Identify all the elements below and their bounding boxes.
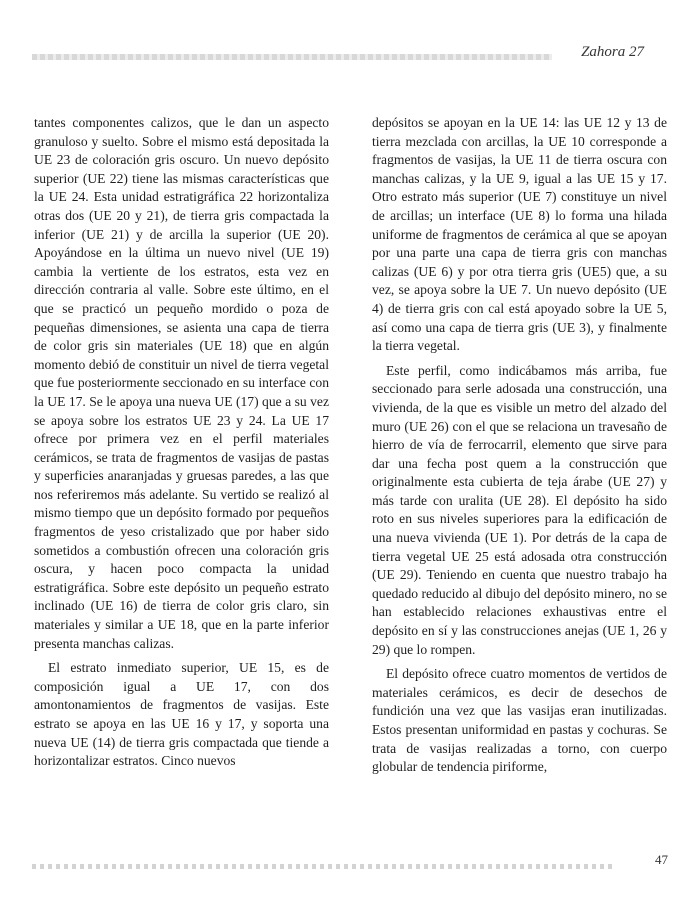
paragraph: Este perfil, como indicábamos más arriba, fue seccionado para serle adosada una construcción, una vivienda, de la que es visible un metro del alzado del muro (UE 26) con el que se relaciona un travesaño de hierro de vía de ferrocarril, elemento que sirve para dar una fecha post quem a la construcción que originalmente esta cubierta de teja árabe (UE 27) y más tarde con uralita (UE 28). El depósito ha sido roto en sus niveles superiores para la edificación de una nueva vivienda (UE 1). Por detrás de la capa de tierra vegetal UE 25 está adosada otra construcción (UE 29). Teniendo en cuenta que nuestro trabajo ha quedado reducido al dibujo del depósito minero, no se han establecido relaciones exhaustivas entre el depósito en sí y las construcciones anejas (UE 1, 26 y 29) que lo rompen. xyxy=(372,362,667,657)
paragraph: El depósito ofrece cuatro momentos de vertidos de materiales cerámicos, es decir de desechos de fundición una vez que las vasijas eran inutilizadas. Estos presentan uniformidad en pastas y cochuras. Se trata de vasijas realizadas a torno, con cuerpo globular de tendencia piriforme, xyxy=(372,666,667,775)
running-header: Zahora 27 xyxy=(581,44,644,60)
header-rule xyxy=(32,54,552,60)
paragraph: El estrato inmediato superior, UE 15, es de composición igual a UE 17, con dos amontonamientos de fragmentos de vasijas. Este estrato se apoya en las UE 16 y 17, y soporta una nueva UE (14) de tierra gris compactada que tiende a horizontalizar estratos. Cinco nuevos xyxy=(34,660,329,769)
left-text-column xyxy=(34,114,329,771)
page-number: 47 xyxy=(655,852,668,867)
paragraph: tantes componentes calizos, que le dan un aspecto granuloso y suelto. Sobre el mismo está depositada la UE 23 de coloración gris oscuro. Un nuevo depósito superior (UE 22) tiene las mismas características que la UE 24. Esta unidad estratigráfica 22 horizontaliza otras dos (UE 20 y 21), de tierra gris compactada la inferior (UE 21) y de arcilla la superior (UE 20). Apoyándose en la última un nuevo nivel (UE 19) cambia la vertiente de los estratos, esta vez en dirección contraria al valle. Sobre este último, en el que se practicó un pequeño mordido o poza de pequeñas dimensiones, se asienta una capa de tierra de color gris sin materiales (UE 18) que en algún momento debió de constituir un nivel de tierra vegetal que fue posteriormente seccionado en su interface con la UE 17. Se le apoya una nueva UE (17) que a su vez se apoya sobre los estratos UE 23 y 24. La UE 17 ofrece por primera vez en el perfil materiales cerámicos, se trata de fragmentos de vasijas de pastas y superficies anaranjadas y gruesas paredes, a las que nos referiremos más adelante. Su vertido se realizó al mismo tiempo que un depósito formado por pequeños fragmentos de yeso cristalizado que por haber sido sometidos a combustión ofrecen una coloración gris oscura, y hacen poco compacta la unidad estratigráfica. Sobre este depósito un pequeño estrato inclinado (UE 16) de tierra de color gris claro, sin materiales y similar a UE 18, que en la parte inferior presenta manchas calizas. xyxy=(34,115,329,651)
footer-rule xyxy=(32,864,612,869)
paragraph: depósitos se apoyan en la UE 14: las UE 12 y 13 de tierra mezclada con arcillas, la UE 10 corresponde a fragmentos de vasijas, la UE 11 de tierra oscura con manchas calizas, y la UE 9, igual a las UE 15 y 17. Otro estrato más superior (UE 7) constituye un nivel de arcillas; un interface (UE 8) lo forma una hilada uniforme de fragmentos de cerámica al que se apoyan por una parte una capa de tierra gris con manchas calizas (UE 6) y por otra tierra gris (UE5) que, a su vez, se apoya sobre la UE 7. Un nuevo depósito (UE 4) de tierra gris con cal está apoyado sobre la UE 5, así como una capa de tierra gris (UE 3), y finalmente la tierra vegetal. xyxy=(372,115,667,354)
right-text-column xyxy=(372,114,667,777)
